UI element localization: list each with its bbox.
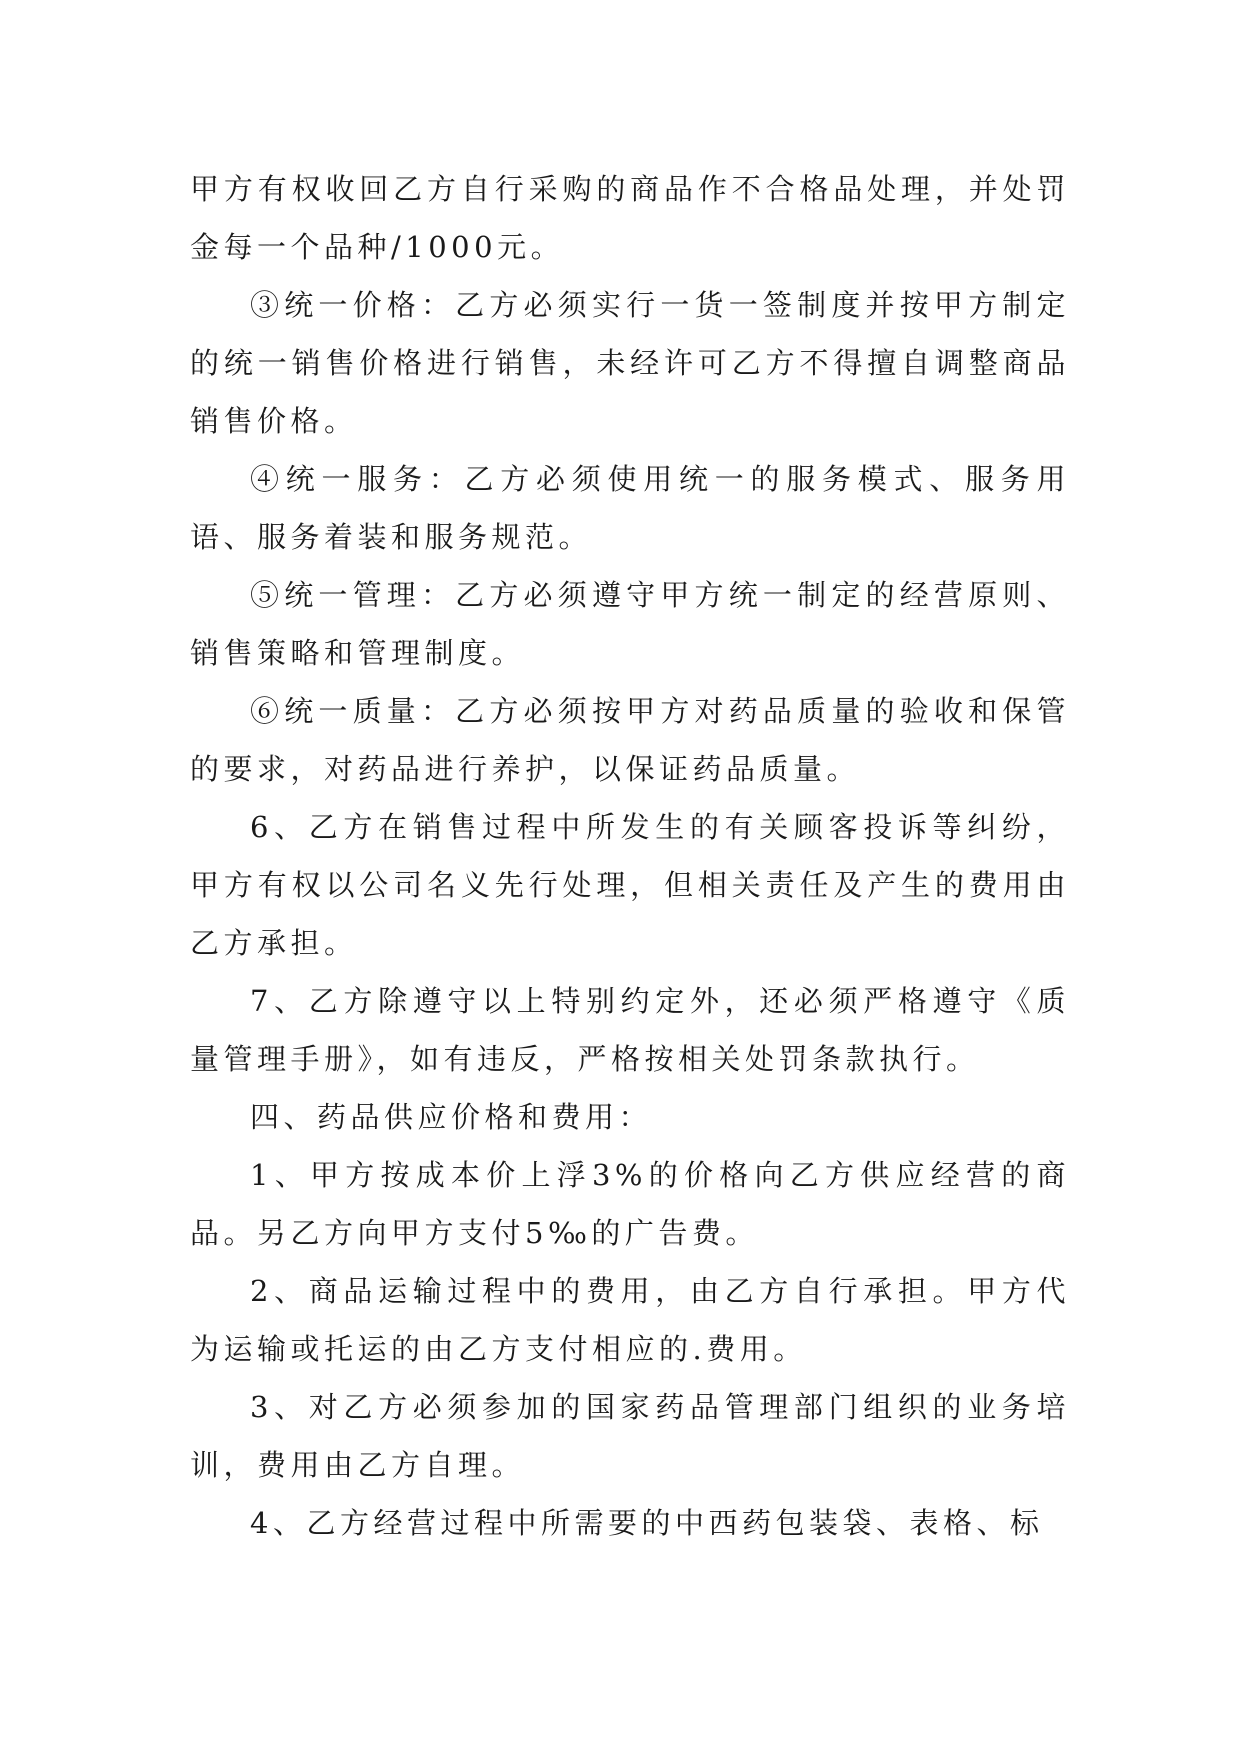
paragraph-unified-service: ④统一服务：乙方必须使用统一的服务模式、服务用语、服务着装和服务规范。: [190, 462, 1070, 554]
document-body: [190, 160, 1070, 1552]
paragraph-unified-quality: ⑥统一质量：乙方必须按甲方对药品质量的验收和保管的要求，对药品进行养护，以保证药品质量。: [190, 694, 1070, 786]
paragraph-clause-7: 7、乙方除遵守以上特别约定外，还必须严格遵守《质量管理手册》，如有违反，严格按相关处罚条款执行。: [190, 984, 1070, 1076]
paragraph-price-3: 3、对乙方必须参加的国家药品管理部门组织的业务培训，费用由乙方自理。: [190, 1390, 1070, 1482]
paragraph-continuation: 甲方有权收回乙方自行采购的商品作不合格品处理，并处罚金每一个品种/1000元。: [190, 172, 1070, 264]
paragraph-price-1: 1、甲方按成本价上浮3%的价格向乙方供应经营的商品。另乙方向甲方支付5‰的广告费。: [190, 1158, 1070, 1250]
paragraph-unified-management: ⑤统一管理：乙方必须遵守甲方统一制定的经营原则、销售策略和管理制度。: [190, 578, 1070, 670]
paragraph-unified-price: ③统一价格：乙方必须实行一货一签制度并按甲方制定的统一销售价格进行销售，未经许可乙方不得擅自调整商品销售价格。: [190, 288, 1070, 438]
section-heading-four: 四、药品供应价格和费用：: [250, 1100, 653, 1134]
paragraph-price-2: 2、商品运输过程中的费用，由乙方自行承担。甲方代为运输或托运的由乙方支付相应的.费用。: [190, 1274, 1070, 1366]
paragraph-price-4: 4、乙方经营过程中所需要的中西药包装袋、表格、标: [250, 1506, 1044, 1540]
paragraph-clause-6: 6、乙方在销售过程中所发生的有关顾客投诉等纠纷，甲方有权以公司名义先行处理，但相关责任及产生的费用由乙方承担。: [190, 810, 1070, 960]
